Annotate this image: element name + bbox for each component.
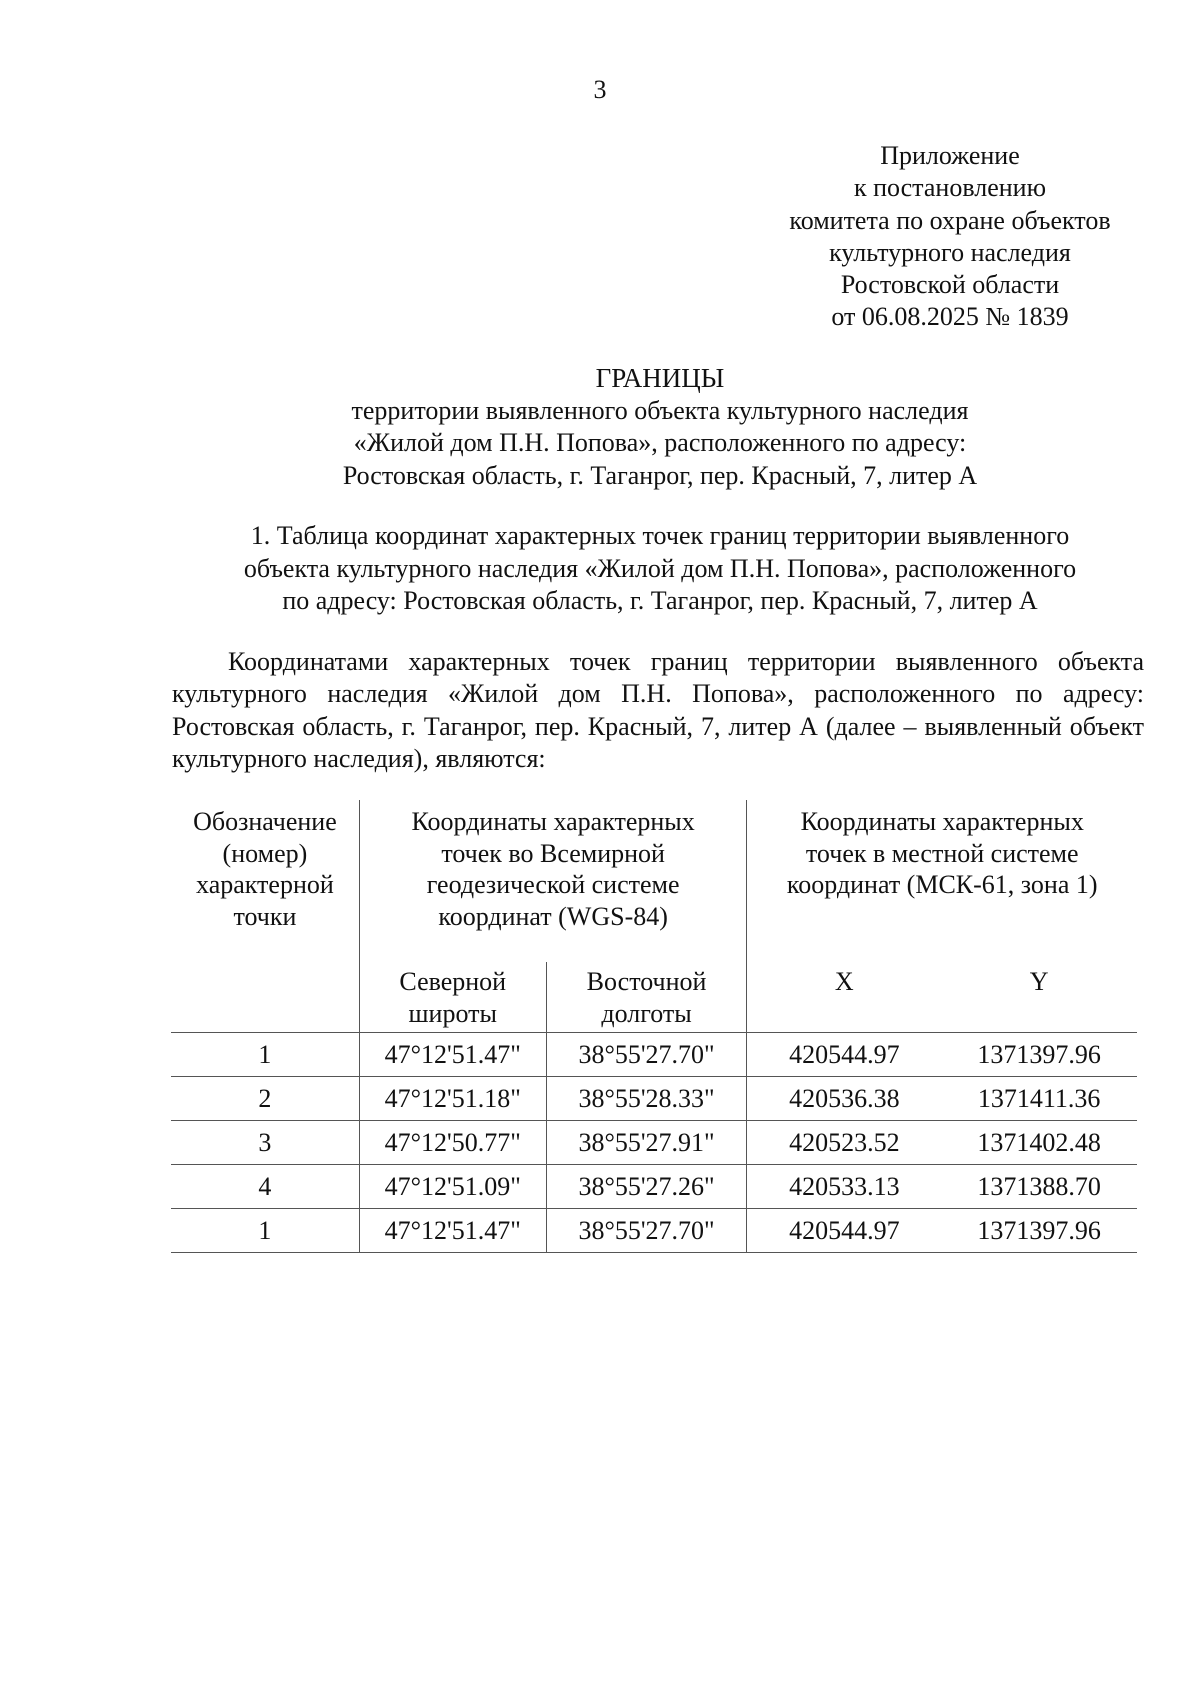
cell-latitude: 47°12'51.47" <box>359 1209 546 1253</box>
appendix-line: культурного наследия <box>829 237 1071 267</box>
header-east-longitude <box>546 962 747 1033</box>
page-number: 3 <box>593 75 607 104</box>
cell-x: 420536.38 <box>747 1077 941 1121</box>
appendix-line: Ростовской области <box>840 270 1060 300</box>
cell-x: 420544.97 <box>747 1033 941 1077</box>
header-text: долготы <box>601 998 692 1028</box>
cell-point: 1 <box>171 1033 359 1077</box>
header-text: (номер) <box>222 838 308 868</box>
coordinates-table <box>171 800 1137 1253</box>
appendix-line: к постановлению <box>853 173 1047 203</box>
cell-y: 1371397.96 <box>941 1209 1137 1253</box>
header-x: X <box>747 962 941 1033</box>
header-text: Восточной <box>586 967 707 996</box>
cell-latitude: 47°12'51.47" <box>359 1033 546 1077</box>
header-text: координат (WGS-84) <box>438 901 668 931</box>
title-line: Ростовская область, г. Таганрог, пер. Красный, 7, литер А <box>342 460 978 490</box>
header-text: точки <box>233 901 297 931</box>
section-heading-line: по адресу: Ростовская область, г. Таганрог, пер. Красный, 7, литер А <box>282 586 1038 615</box>
section-heading-line: объекта культурного наследия «Жилой дом П.Н. Попова», расположенного <box>243 553 1077 583</box>
section-heading <box>140 520 1180 618</box>
section-heading-line: 1. Таблица координат характерных точек границ территории выявленного <box>250 521 1070 550</box>
cell-latitude: 47°12'51.09" <box>359 1165 546 1209</box>
cell-y: 1371411.36 <box>941 1077 1137 1121</box>
cell-latitude: 47°12'50.77" <box>359 1121 546 1165</box>
cell-longitude: 38°55'28.33" <box>546 1077 747 1121</box>
table-row <box>171 1209 1137 1253</box>
table-row <box>171 1077 1137 1121</box>
cell-y: 1371388.70 <box>941 1165 1137 1209</box>
cell-x: 420533.13 <box>747 1165 941 1209</box>
title-line: территории выявленного объекта культурного наследия <box>351 395 969 425</box>
header-text: точек во Всемирной <box>441 838 665 868</box>
cell-y: 1371397.96 <box>941 1033 1137 1077</box>
cell-x: 420544.97 <box>747 1209 941 1253</box>
header-text: Координаты характерных <box>800 807 1084 836</box>
cell-x: 420523.52 <box>747 1121 941 1165</box>
header-text: характерной <box>196 870 334 899</box>
intro-paragraph: Координатами характерных точек границ территории выявленного объекта культурного наследия «Жилой дом П.Н. Попова», расположенного по адресу: Ростовская область, г. Таганрог, пер. Красный, 7, литер А (далее – выявленный объект культурного наследия), являются: <box>172 647 1144 773</box>
table-row <box>171 1165 1137 1209</box>
appendix-date-number: от 06.08.2025 № 1839 <box>831 302 1069 332</box>
appendix-line: Приложение <box>880 141 1020 170</box>
header-north-latitude <box>359 962 546 1033</box>
header-text: Северной <box>399 967 507 996</box>
header-msk61 <box>747 800 1137 962</box>
cell-longitude: 38°55'27.70" <box>546 1209 747 1253</box>
header-y: Y <box>941 962 1137 1033</box>
header-wgs84 <box>359 800 747 962</box>
header-text: Обозначение <box>193 807 337 836</box>
header-text: геодезической системе <box>426 870 680 899</box>
header-text: широты <box>408 998 497 1028</box>
title-line: «Жилой дом П.Н. Попова», расположенного по адресу: <box>353 428 967 457</box>
cell-latitude: 47°12'51.18" <box>359 1077 546 1121</box>
appendix-block <box>740 140 1160 334</box>
table-header-row <box>171 800 1137 962</box>
header-text: координат (МСК-61, зона 1) <box>786 870 1098 899</box>
title-main: ГРАНИЦЫ <box>595 363 725 393</box>
cell-y: 1371402.48 <box>941 1121 1137 1165</box>
header-text: Координаты характерных <box>411 807 695 836</box>
cell-point: 3 <box>171 1121 359 1165</box>
cell-point: 4 <box>171 1165 359 1209</box>
cell-longitude: 38°55'27.70" <box>546 1033 747 1077</box>
cell-longitude: 38°55'27.91" <box>546 1121 747 1165</box>
table-row <box>171 1121 1137 1165</box>
appendix-line: комитета по охране объектов <box>789 205 1111 235</box>
document-title <box>140 362 1180 492</box>
cell-point: 1 <box>171 1209 359 1253</box>
header-text: точек в местной системе <box>805 838 1079 868</box>
header-point-designation <box>171 800 359 1033</box>
cell-longitude: 38°55'27.26" <box>546 1165 747 1209</box>
table-row <box>171 1033 1137 1077</box>
cell-point: 2 <box>171 1077 359 1121</box>
